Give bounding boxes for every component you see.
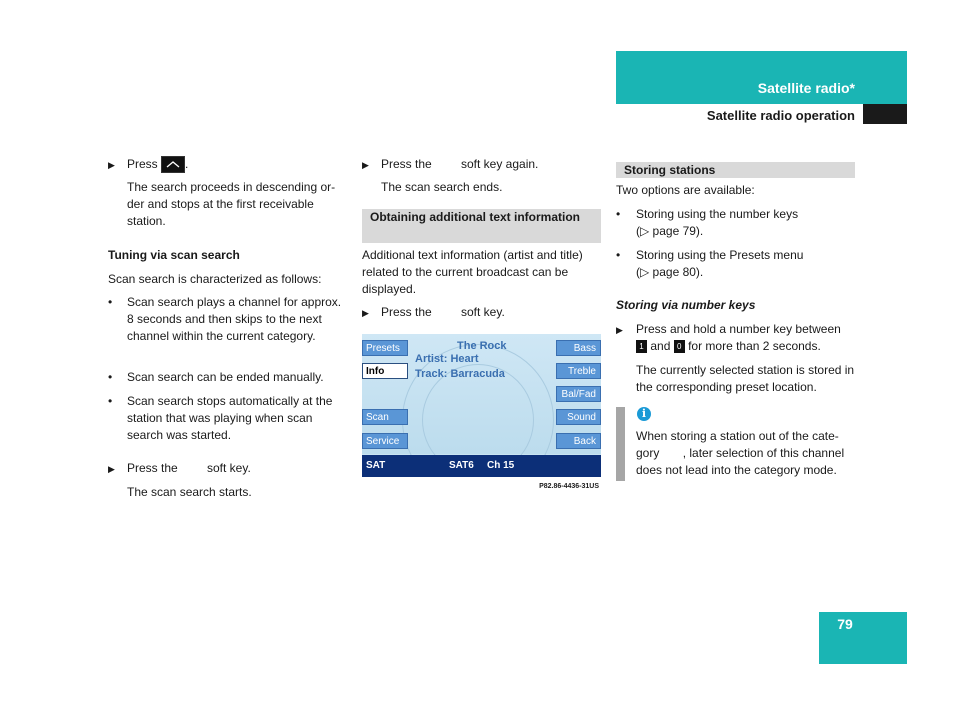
list-item: • Storing using the number keys (▷ page 79).	[616, 206, 856, 240]
step-text: Press	[127, 157, 158, 171]
figure-caption: P82.86-4436-31US	[539, 483, 599, 490]
scan-intro: Scan search is characterized as follows:	[108, 272, 322, 286]
header-marker	[863, 104, 907, 124]
box-heading-text-info: Obtaining additional text information	[362, 209, 601, 243]
screen-button-balfad: Bal/Fad	[556, 386, 601, 402]
storing-intro: Two options are available:	[616, 183, 755, 197]
screen-button-scan: Scan	[362, 409, 408, 425]
screen-station-name: The Rock	[457, 340, 507, 352]
screen-button-bass: Bass	[556, 340, 601, 356]
step-arrow-icon: ▶	[362, 308, 369, 318]
step-arrow-icon: ▶	[108, 160, 115, 170]
step-store-number-key: ▶ Press and hold a number key between 1 and 0 for more than 2 seconds.	[616, 322, 841, 353]
box-heading-storing: Storing stations	[616, 162, 855, 178]
status-band: SAT	[366, 460, 386, 471]
header-tab	[616, 51, 907, 104]
step-result: The currently selected station is stored in the corresponding preset location.	[636, 363, 855, 394]
info-note-bar	[616, 407, 625, 481]
screen-button-back: Back	[556, 433, 601, 449]
status-channel: Ch 15	[487, 460, 515, 471]
info-icon: i	[637, 407, 651, 421]
status-preset: SAT6	[449, 460, 474, 471]
screen-button-sound: Sound	[556, 409, 601, 425]
radio-display-screenshot	[362, 334, 601, 477]
screen-track: Track: Barracuda	[415, 368, 505, 380]
number-key-1-icon: 1	[636, 340, 647, 353]
screen-button-info: Info	[362, 363, 408, 379]
screen-button-presets: Presets	[362, 340, 408, 356]
page-ref-link[interactable]: (▷ page 79).	[636, 224, 704, 238]
step-arrow-icon: ▶	[362, 160, 369, 170]
text-info-paragraph: Additional text information (artist and title) related to the current broadcast can be displayed.	[362, 248, 583, 296]
step-arrow-icon: ▶	[108, 464, 115, 474]
list-item: • Scan search plays a channel for approx. 8 seconds and then skips to the next channel within the current category.	[108, 295, 342, 343]
page-ref-link[interactable]: (▷ page 80).	[636, 265, 704, 279]
page-number: 79	[837, 616, 853, 632]
list-item: • Scan search can be ended manually.	[108, 370, 324, 384]
heading-scan-search: Tuning via scan search	[108, 248, 240, 262]
info-note-text: When storing a station out of the cate-gory , later selection of this channel does not lead into the category mode.	[636, 429, 845, 477]
number-key-0-icon: 0	[674, 340, 685, 353]
screen-status-bar	[362, 455, 601, 477]
list-item: • Storing using the Presets menu (▷ page 80).	[616, 247, 856, 281]
step-result: The scan search starts.	[127, 485, 252, 499]
seek-down-key-icon	[161, 156, 185, 173]
screen-button-treble: Treble	[556, 363, 601, 379]
step-result: The search proceeds in descending or-der and stops at the first receivable station.	[127, 180, 336, 228]
step-arrow-icon: ▶	[616, 325, 623, 335]
subheading-number-keys: Storing via number keys	[616, 298, 756, 312]
screen-button-service: Service	[362, 433, 408, 449]
section-subtitle: Satellite radio operation	[706, 108, 855, 123]
screen-artist: Artist: Heart	[415, 353, 479, 365]
section-title: Satellite radio*	[757, 80, 855, 96]
list-item: • Scan search stops automatically at the station that was playing when scan search was started.	[108, 394, 333, 442]
step-result: The scan search ends.	[381, 180, 503, 194]
